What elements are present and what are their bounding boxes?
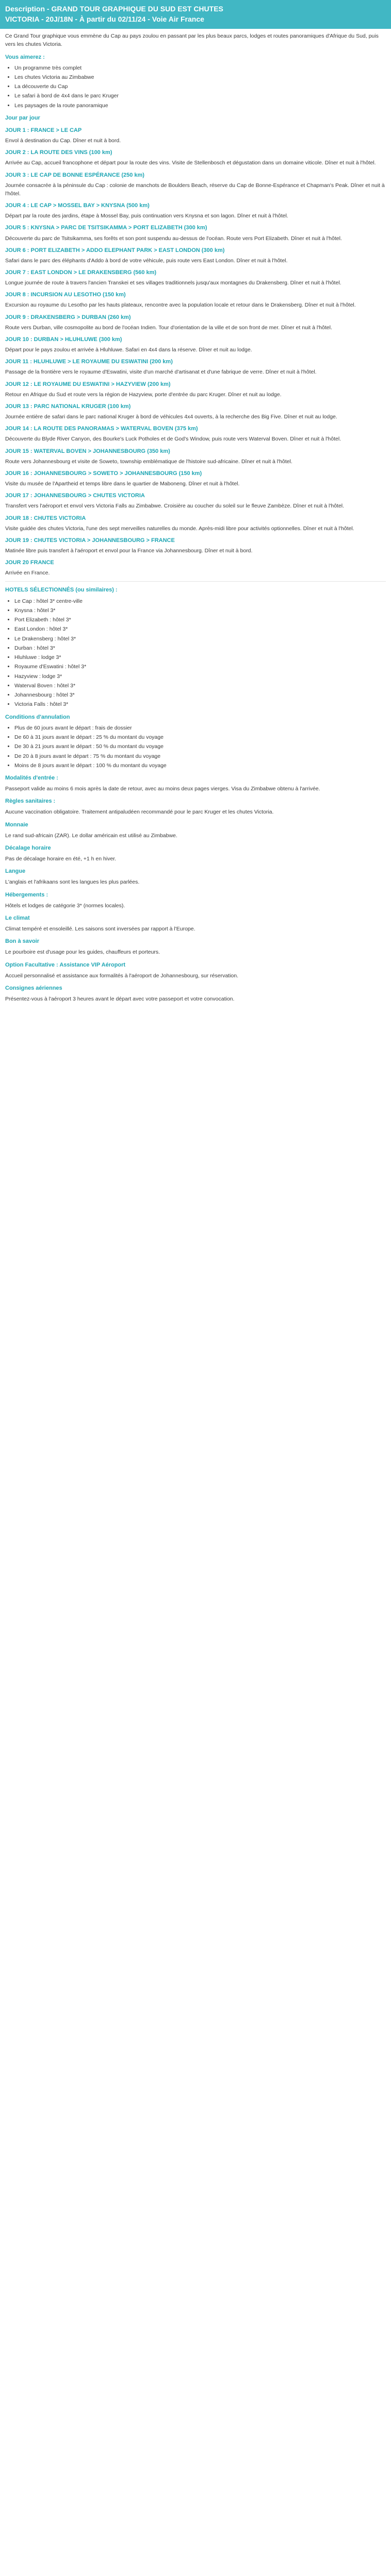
day-title: JOUR 2 : LA ROUTE DES VINS (100 km): [5, 149, 112, 156]
day-block: [5, 358, 386, 376]
vous-aimerez-item: • Un programme très complet: [14, 64, 386, 72]
day-description: Visite guidée des chutes Victoria, l'une des sept merveilles naturelles du monde. Après-midi libre pour activités optionnelles. Dîner et nuit à l'hôtel.: [5, 525, 354, 532]
hotel-item: • Durban : hôtel 3*: [14, 644, 386, 652]
condition-item: • De 30 à 21 jours avant le départ : 50 % du montant du voyage: [14, 742, 386, 751]
day-title: JOUR 13 : PARC NATIONAL KRUGER (100 km): [5, 403, 131, 410]
condition-item: • De 60 à 31 jours avant le départ : 25 % du montant du voyage: [14, 733, 386, 741]
day-block: [5, 380, 386, 399]
day-description: Excursion au royaume du Lesotho par les hauts plateaux, rencontre avec la population locale et retour dans le Drakensberg. Dîner et nuit à l'hôtel.: [5, 302, 356, 309]
vous-aimerez-heading: Vous aimerez :: [5, 54, 45, 60]
hotels-heading: HOTELS SÉLECTIONNÉS (ou similaires) :: [5, 587, 118, 594]
day-description: Longue journée de route à travers l'ancien Transkei et ses villages traditionnels jusqu'aux montagnes du Drakensberg. Dîner et nuit à l'hôtel.: [5, 280, 341, 286]
day-block: [5, 558, 386, 577]
title-banner: [0, 0, 391, 29]
day-block: [5, 313, 386, 332]
intro-paragraph: Ce Grand Tour graphique vous emmène du Cap au pays zoulou en passant par les plus beaux parcs, lodges et routes panoramiques d'Afrique du Sud, puis vers les chutes Victoria.: [5, 33, 379, 48]
day-title: JOUR 4 : LE CAP > MOSSEL BAY > KNYSNA (500 km): [5, 202, 150, 209]
day-block: [5, 536, 386, 555]
day-description: Route vers Johannesbourg et visite de Soweto, township emblématique de l'histoire sud-africaine. Dîner et nuit à l'hôtel.: [5, 458, 292, 465]
langue-heading: Langue: [5, 868, 26, 875]
regles-text: Aucune vaccination obligatoire. Traitement antipaludéen recommandé pour le parc Kruger et les chutes Victoria.: [5, 809, 274, 816]
day-title: JOUR 5 : KNYSNA > PARC DE TSITSIKAMMA > PORT ELIZABETH (300 km): [5, 225, 207, 231]
condition-item: • Plus de 60 jours avant le départ : frais de dossier: [14, 724, 386, 732]
day-description: Découverte du Blyde River Canyon, des Bourke's Luck Potholes et de God's Window, puis route vers Waterval Boven. Dîner et nuit à l'hôtel.: [5, 436, 341, 443]
day-block: [5, 469, 386, 488]
day-description: Safari dans le parc des éléphants d'Addo à bord de votre véhicule, puis route vers East London. Dîner et nuit à l'hôtel.: [5, 257, 288, 264]
day-description: Départ pour le pays zoulou et arrivée à Hluhluwe. Safari en 4x4 dans la réserve. Dîner et nuit au lodge.: [5, 347, 252, 353]
day-title: JOUR 15 : WATERVAL BOVEN > JOHANNESBOURG (350 km): [5, 448, 170, 454]
decalage-text: Pas de décalage horaire en été, +1 h en hiver.: [5, 856, 117, 862]
day-block: [5, 246, 386, 265]
hotel-item: • Johannesbourg : hôtel 3*: [14, 691, 386, 699]
hotel-item: • Le Drakensberg : hôtel 3*: [14, 635, 386, 643]
langue-text: L'anglais et l'afrikaans sont les langues les plus parlées.: [5, 879, 140, 886]
hotel-item: • Hazyview : lodge 3*: [14, 672, 386, 681]
day-description: Matinée libre puis transfert à l'aéroport et envol pour la France via Johannesbourg. Dîner et nuit à bord.: [5, 547, 253, 554]
day-block: [5, 148, 386, 167]
day-title: JOUR 17 : JOHANNESBOURG > CHUTES VICTORIA: [5, 493, 145, 499]
condition-item: • Moins de 8 jours avant le départ : 100 % du montant du voyage: [14, 761, 386, 770]
monnaie-heading: Monnaie: [5, 821, 28, 828]
day-description: Journée consacrée à la péninsule du Cap : colonie de manchots de Boulders Beach, réserve du Cap de Bonne-Espérance et Chapman's Peak. Dîner et nuit à l'hôtel.: [5, 182, 385, 197]
day-description: Envol à destination du Cap. Dîner et nuit à bord.: [5, 138, 121, 144]
vous-aimerez-item: • Les paysages de la route panoramique: [14, 101, 386, 110]
day-block: [5, 268, 386, 287]
day-description: Visite du musée de l'Apartheid et temps libre dans le quartier de Maboneng. Dîner et nuit à l'hôtel.: [5, 480, 240, 487]
vous-aimerez-item: • Les chutes Victoria au Zimbabwe: [14, 73, 386, 81]
hotel-item: • Knysna : hôtel 3*: [14, 606, 386, 615]
hebergements-heading: Hébergements :: [5, 891, 48, 898]
vous-aimerez-list: [14, 64, 386, 110]
day-title: JOUR 12 : LE ROYAUME DU ESWATINI > HAZYVIEW (200 km): [5, 381, 171, 387]
day-block: [5, 402, 386, 421]
day-title: JOUR 9 : DRAKENSBERG > DURBAN (260 km): [5, 314, 131, 320]
hotels-list: [14, 597, 386, 709]
day-title: JOUR 3 : LE CAP DE BONNE ESPÉRANCE (250 km): [5, 172, 144, 178]
days-heading: Jour par jour: [5, 114, 40, 121]
day-title: JOUR 11 : HLUHLUWE > LE ROYAUME DU ESWATINI (200 km): [5, 359, 173, 365]
day-description: Départ par la route des jardins, étape à Mossel Bay, puis continuation vers Knysna et son lagon. Dîner et nuit à l'hôtel.: [5, 213, 288, 219]
day-block: [5, 224, 386, 242]
day-title: JOUR 6 : PORT ELIZABETH > ADDO ELEPHANT PARK > EAST LONDON (300 km): [5, 247, 225, 253]
day-description: Retour en Afrique du Sud et route vers la région de Hazyview, porte d'entrée du parc Kruger. Dîner et nuit au lodge.: [5, 391, 282, 398]
day-block: [5, 201, 386, 220]
modalites-text: Passeport valide au moins 6 mois après la date de retour, avec au moins deux pages vierges. Visa du Zimbabwe obtenu à l'arrivée.: [5, 786, 320, 792]
day-title: JOUR 14 : LA ROUTE DES PANORAMAS > WATERVAL BOVEN (375 km): [5, 426, 198, 432]
day-title: JOUR 1 : FRANCE > LE CAP: [5, 127, 82, 133]
day-block: [5, 447, 386, 466]
hotel-item: • Victoria Falls : hôtel 3*: [14, 700, 386, 708]
banner-line-2: VICTORIA - 20J/18N - À partir du 02/11/24 - Voie Air France: [5, 15, 204, 23]
day-title: JOUR 18 : CHUTES VICTORIA: [5, 515, 86, 521]
option-heading: Option Facultative : Assistance VIP Aéroport: [5, 961, 126, 968]
climat-text: Climat tempéré et ensoleillé. Les saisons sont inversées par rapport à l'Europe.: [5, 926, 196, 932]
content: [0, 32, 391, 1003]
banner-line-1: Description - GRAND TOUR GRAPHIQUE DU SUD EST CHUTES: [5, 5, 223, 13]
conditions-heading: Conditions d'annulation: [5, 714, 70, 720]
decalage-heading: Décalage horaire: [5, 845, 51, 852]
regles-heading: Règles sanitaires :: [5, 798, 56, 805]
day-block: [5, 171, 386, 198]
hotel-item: • Hluhluwe : lodge 3*: [14, 653, 386, 662]
day-description: Transfert vers l'aéroport et envol vers Victoria Falls au Zimbabwe. Croisière au coucher du soleil sur le fleuve Zambèze. Dîner et nuit à l'hôtel.: [5, 503, 345, 510]
divider: [5, 581, 386, 582]
day-title: JOUR 16 : JOHANNESBOURG > SOWETO > JOHANNESBOURG (150 km): [5, 470, 202, 477]
climat-heading: Le climat: [5, 914, 30, 921]
day-description: Arrivée en France.: [5, 570, 50, 577]
day-description: Journée entière de safari dans le parc national Kruger à bord de véhicules 4x4 ouverts, à la recherche des Big Five. Dîner et nuit au lodge.: [5, 414, 337, 420]
day-title: JOUR 8 : INCURSION AU LESOTHO (150 km): [5, 292, 126, 298]
consignes-text: Présentez-vous à l'aéroport 3 heures avant le départ avec votre passeport et votre convocation.: [5, 995, 235, 1002]
vous-aimerez-item: • La découverte du Cap: [14, 82, 386, 91]
day-title: JOUR 10 : DURBAN > HLUHLUWE (300 km): [5, 336, 122, 343]
hotel-item: • Port Elizabeth : hôtel 3*: [14, 616, 386, 624]
conditions-list: [14, 724, 386, 770]
condition-item: • De 20 à 8 jours avant le départ : 75 % du montant du voyage: [14, 752, 386, 760]
hebergements-text: Hôtels et lodges de catégorie 3* (normes locales).: [5, 902, 125, 909]
days-list: [5, 126, 386, 578]
day-block: [5, 425, 386, 443]
day-description: Passage de la frontière vers le royaume d'Eswatini, visite d'un marché d'artisanat et d'une fabrique de verre. Dîner et nuit à l'hôtel.: [5, 369, 317, 376]
day-description: Arrivée au Cap, accueil francophone et départ pour la route des vins. Visite de Stellenbosch et dégustation dans un domaine viticole. Dîner et nuit à l'hôtel.: [5, 160, 376, 166]
hotel-item: • Le Cap : hôtel 3* centre-ville: [14, 597, 386, 605]
hotel-item: • Waterval Boven : hôtel 3*: [14, 682, 386, 690]
consignes-heading: Consignes aériennes: [5, 985, 62, 991]
day-title: JOUR 7 : EAST LONDON > LE DRAKENSBERG (560 km): [5, 269, 157, 276]
modalites-heading: Modalités d'entrée :: [5, 775, 58, 782]
hotel-item: • Royaume d'Eswatini : hôtel 3*: [14, 663, 386, 671]
bon-a-savoir-heading: Bon à savoir: [5, 938, 40, 945]
option-text: Accueil personnalisé et assistance aux formalités à l'aéroport de Johannesbourg, sur réservation.: [5, 972, 239, 979]
vous-aimerez-item: • Le safari à bord de 4x4 dans le parc Kruger: [14, 92, 386, 100]
bon-a-savoir-text: Le pourboire est d'usage pour les guides, chauffeurs et porteurs.: [5, 949, 160, 956]
day-title: JOUR 19 : CHUTES VICTORIA > JOHANNESBOURG > FRANCE: [5, 537, 175, 544]
day-block: [5, 126, 386, 145]
day-block: [5, 291, 386, 309]
day-block: [5, 335, 386, 354]
day-block: [5, 514, 386, 533]
day-title: JOUR 20 FRANCE: [5, 560, 54, 566]
day-description: Découverte du parc de Tsitsikamma, ses forêts et son pont suspendu au-dessus de l'océan. Route vers Port Elizabeth. Dîner et nuit à l'hôtel.: [5, 235, 342, 242]
day-description: Route vers Durban, ville cosmopolite au bord de l'océan Indien. Tour d'orientation de la ville et de son front de mer. Dîner et nuit à l'hôtel.: [5, 324, 332, 331]
hotel-item: • East London : hôtel 3*: [14, 625, 386, 633]
monnaie-text: Le rand sud-africain (ZAR). Le dollar américain est utilisé au Zimbabwe.: [5, 832, 177, 839]
day-block: [5, 492, 386, 510]
